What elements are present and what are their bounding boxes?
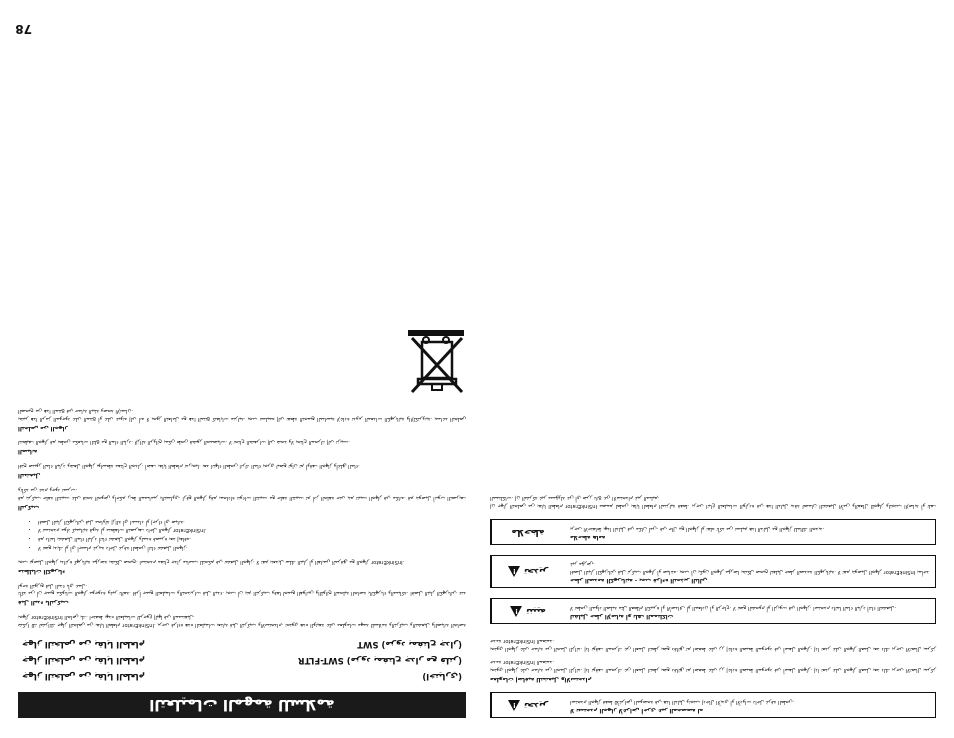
caution-box bbox=[490, 598, 936, 624]
section-heading: التخلص من الجهاز bbox=[18, 424, 68, 431]
list-item: • افصل التيار الكهربائي قبل محاولة إزالة أي انسداد أو إجراء أي صيانة. bbox=[38, 517, 466, 525]
notice-box bbox=[490, 519, 936, 545]
section-heading: قبل البدء بالتركيب bbox=[18, 599, 69, 606]
section-body: لتنظيف الجهاز قم بطحن مكعبات الثلج مع الماء البارد. لإزالة الروائح يمكن طحن قشور الحمضيات. لا تحتاج الشفرات إلى شحذ ولا يحتاج المحرك إلى تزييت. bbox=[18, 439, 350, 446]
left-column bbox=[490, 487, 936, 718]
intro-paragraph: إن جهاز التخلص من بقايا الطعام InSinkErator مصمم لطحن بقايا الطعام المنزلية فقط. يرجى اتباع التعليمات الواردة في هذا الدليل بدقة لضمان التشغيل الآمن والفعال للجهاز ولتجنب الإصابة أو تلف الممتلكات. إن الشركة غير مسؤولة عن أي ضرر ناتج عن الاستخدام غير السليم. bbox=[490, 495, 936, 509]
right-column bbox=[18, 330, 466, 718]
section-body-2: يحتوي الجهاز على حماية من الحمل الزائد. إذا توقف المحرك عن العمل انتظر بضع دقائق ثم اضغط على زر إعادة الضبط الموجود في أسفل الجهاز. إذا تعذر على الجهاز العمل بعد ذلك يرجى الاتصال بمركز خدمة InSinkErator المعتمد. bbox=[490, 637, 936, 652]
model-row: جهاز التخلص من بقايا الطعام SWT-FLTR (مزود بمفتاح جدار مع فلتر) bbox=[22, 655, 462, 665]
section-body: افتح صنبور الماء البارد وشغل الجهاز بواسطة مفتاح الجدار. أضف بقايا الطعام تدريجيا. بعد انتهاء الطحن اترك الماء يجري لبضع ثوان ثم أوقف الجهاز وأغلق الماء. bbox=[18, 463, 360, 470]
page-title: التعليمات المهمة للسلامة bbox=[18, 692, 466, 718]
safety-bullet-list bbox=[28, 517, 466, 551]
warning-title: لتقليل خطر الإصابة أو تلف الممتلكات bbox=[570, 613, 674, 620]
signal-word: ملاحظة bbox=[491, 520, 564, 544]
final-warning-box bbox=[490, 692, 936, 718]
intro-paragraph: شكرا لك لشرائك جهاز التخلص من بقايا الطعام InSinkErator. يرجى قراءة هذه التعليمات بعناية قبل التركيب والاستخدام. تحتوي هذه الوثيقة على معلومات مهمة للسلامة والتركيب والتشغيل والصيانة الخاصة بجهاز InSinkErator الخاص بك. احتفظ بهذه التعليمات للرجوع إليها في المستقبل. bbox=[17, 614, 466, 628]
section-body: تأكد من أن جميع مكونات الجهاز موجودة وغير تالفة. اقرأ جميع التعليمات والتحذيرات قبل البدء. يجب أن يتم التركيب وفقا لجميع القوانين واللوائح المحلية الخاصة بالكهرباء والسباكة. افصل التيار الكهربائي عند لوحة التوزيع قبل البدء بأي عمل. bbox=[18, 582, 466, 597]
section-heading: التركيب bbox=[18, 503, 40, 510]
electric-warning-box bbox=[490, 555, 936, 589]
warning-body: استخدم الجهاز فقط للأغراض الموضحة في هذا الدليل وتجنب إدخال الأيدي أو الأدوات داخل غرفة الطحن. bbox=[570, 699, 795, 705]
section-heading: متطلبات الكهرباء bbox=[18, 567, 65, 574]
warning-triangle-icon bbox=[508, 566, 520, 577]
signal-word: ! تحذير bbox=[491, 693, 564, 717]
section-body: يحتوي الجهاز على حماية من الحمل الزائد. إذا توقف المحرك عن العمل انتظر بضع دقائق ثم اضغط على زر إعادة الضبط الموجود في أسفل الجهاز. إذا تعذر على الجهاز العمل بعد ذلك يرجى الاتصال بمركز خدمة InSinkErator المعتمد. bbox=[490, 659, 936, 674]
section-heading: التشغيل bbox=[18, 472, 41, 479]
section-heading: الصيانة bbox=[18, 448, 38, 455]
warning-title: لا تستخدم الجهاز لأغراض أخرى غير المخصصة له bbox=[570, 707, 704, 713]
list-item: • لا تضع يديك أو أي أجسام غريبة داخل غرفة الطحن أثناء تشغيل الجهاز. bbox=[38, 543, 466, 551]
section-body: يجب توصيل الجهاز بدائرة كهربائية مؤرضة بشكل صحيح. استخدم مفتاح جدار مناسب للتحكم في تشغيل الجهاز. لا تقم بتعديل سلك التيار أو القابس المرفق مع الجهاز InSinkErator. bbox=[18, 558, 405, 565]
warning-triangle-icon bbox=[510, 606, 522, 617]
section-body: قم بتركيب حلقة التثبيت على فتحة الحوض وأحكم ربط المسامير بالتساوي. ارفع الجهاز وقم بمحاذاة نتوءات التثبيت مع حلقة التثبيت ثم أدر الحلقة حتى يتم تثبيت الجهاز في مكانه. قم بتوصيل أنبوب التصريف وتأكد من عدم وجود تسرب. bbox=[18, 487, 466, 501]
warning-title: خطر الصدمة الكهربائية - يجب قراءة التحذير التالي bbox=[570, 577, 708, 584]
model-row: جهاز التخلص من بقايا الطعام (اختياري) bbox=[22, 671, 462, 681]
list-item: • لا تستخدم مواد كيميائية قوية أو منظفات التصريف داخل الجهاز InSinkErator. bbox=[38, 526, 466, 534]
section-body: يشير هذا الرمز الموجود على المنتج أو على عبوته إلى أنه لا يجوز التعامل مع هذا المنتج كنفايات منزلية. يجب تسليمه إلى نقطة التجميع المناسبة لإعادة تدوير المعدات الكهربائية والإلكترونية. يساعد التخلص الصحيح من هذا المنتج في حماية البيئة وصحة الإنسان. bbox=[18, 407, 466, 422]
list-item: • قم دائما بتشغيل الماء البارد أثناء تشغيل الجهاز ولمدة قصيرة بعد إيقافه. bbox=[38, 534, 466, 542]
warning-body: يرجى الاحتفاظ بهذا الدليل في مكان آمن. في حال بيع الجهاز أو نقله تأكد من تسليم هذا الدليل مع الجهاز للمالك الجديد. bbox=[570, 525, 825, 532]
warning-triangle-icon bbox=[508, 700, 520, 711]
signal-word: ! تحذير bbox=[491, 556, 564, 588]
warning-title: ملاحظة هامة bbox=[570, 533, 606, 540]
warning-body: افصل التيار الكهربائي قبل تركيب الجهاز أو صيانته. يجب أن يكون الجهاز مؤرضا بشكل صحيح لتقليل خطر الصدمة الكهربائية. لا تقم بتوصيل الجهاز InSinkErator بمأخذ غير مؤرض. bbox=[569, 561, 929, 576]
crossed-out-bin-icon bbox=[406, 330, 466, 396]
warning-body: لا تطحن المواد الصلبة مثل العظام الكبيرة أو الأصداف أو المعادن أو الزجاج. لا تضع الشحوم أو الزيوت في الجهاز. استخدم دائما الماء البارد أثناء التشغيل. bbox=[570, 605, 897, 612]
section-heading: معلومات إضافية للتشغيل والاستخدام bbox=[490, 676, 592, 683]
model-row: جهاز التخلص من بقايا الطعام SWT (مزود بمفتاح جدار) bbox=[22, 639, 462, 649]
signal-word: ! تنبيه bbox=[491, 599, 564, 623]
page-number: 78 bbox=[15, 22, 32, 36]
